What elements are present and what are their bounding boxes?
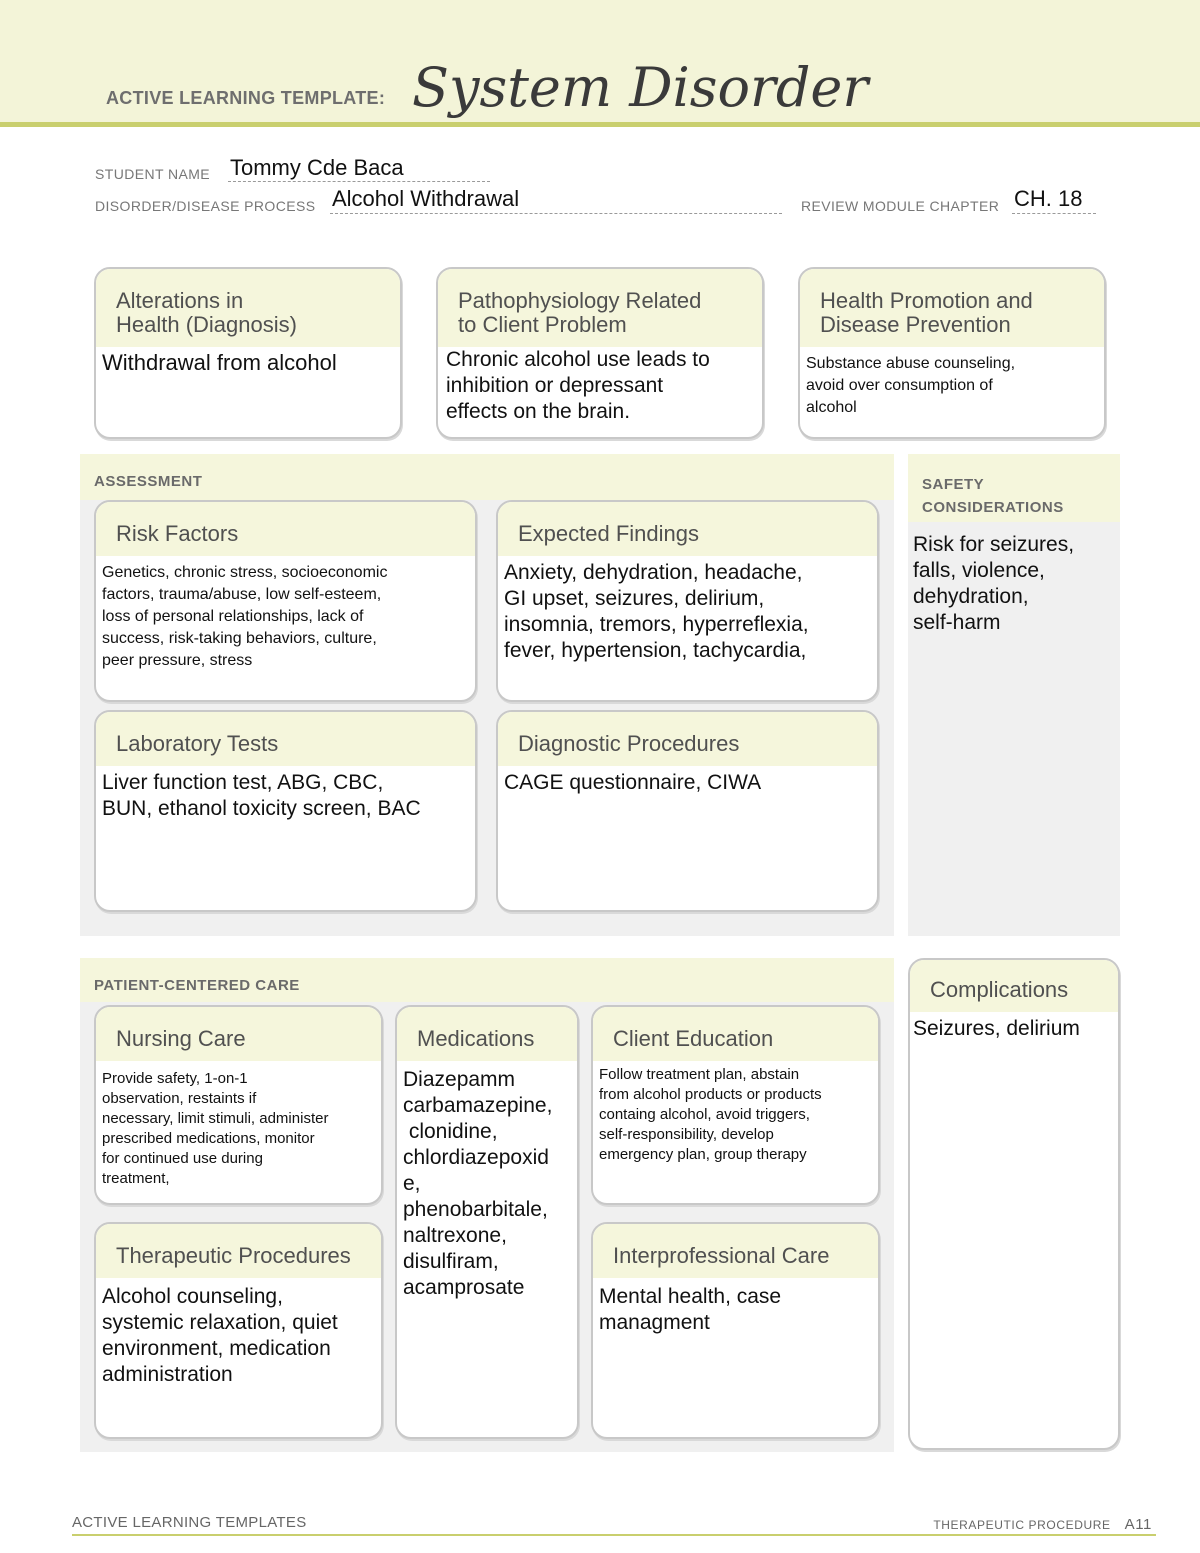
disorder-label: DISORDER/DISEASE PROCESS — [95, 198, 316, 214]
diagnostic-procedures-box — [496, 710, 879, 912]
template-label: ACTIVE LEARNING TEMPLATE: — [106, 88, 386, 108]
text-line: alcohol — [806, 399, 857, 416]
text-line: Provide safety, 1-on-1 — [102, 1070, 248, 1087]
text-line: from alcohol products or products — [599, 1086, 822, 1103]
safety-label-line: SAFETY — [922, 476, 985, 493]
student-name-line — [228, 181, 490, 182]
page-title: System Disorder — [412, 56, 869, 119]
complications-heading: Complications — [910, 960, 1118, 1012]
health-promotion-heading-line: Disease Prevention — [820, 312, 1011, 337]
expected-findings-heading: Expected Findings — [498, 502, 877, 556]
text-line: systemic relaxation, quiet — [102, 1311, 338, 1334]
safety-text — [913, 532, 1074, 636]
text-line: GI upset, seizures, delirium, — [504, 587, 765, 610]
text-line: success, risk-taking behaviors, culture, — [102, 630, 377, 647]
text-line: peer pressure, stress — [102, 652, 253, 669]
complications-text — [910, 1012, 1118, 1046]
text-line: prescribed medications, monitor — [102, 1130, 315, 1147]
footer-rule — [72, 1534, 1156, 1536]
diagnostic-procedures-text — [498, 766, 877, 800]
text-line: Follow treatment plan, abstain — [599, 1066, 800, 1083]
text-line: naltrexone, — [403, 1224, 507, 1247]
health-promotion-box — [798, 267, 1106, 439]
text-line: dehydration, — [913, 585, 1029, 608]
text-line: managment — [599, 1311, 710, 1334]
alterations-heading-line: Alterations in — [116, 288, 244, 313]
chapter-label: REVIEW MODULE CHAPTER — [801, 198, 1000, 214]
footer-section-label: THERAPEUTIC PROCEDURE — [933, 1518, 1111, 1532]
complications-box — [908, 958, 1120, 1450]
text-line: Risk for seizures, — [913, 533, 1075, 556]
text-line: loss of personal relationships, lack of — [102, 608, 364, 625]
text-line: Chronic alcohol use leads to — [446, 348, 710, 371]
health-promotion-heading-line: Health Promotion and — [820, 288, 1033, 313]
chapter-field[interactable]: CH. 18 — [1014, 186, 1083, 211]
text-line: environment, medication — [102, 1337, 331, 1360]
interprofessional-care-box — [591, 1222, 880, 1439]
text-line: disulfiram, — [403, 1250, 499, 1273]
health-promotion-text — [800, 347, 1104, 423]
safety-label — [922, 473, 1064, 519]
disorder-field[interactable]: Alcohol Withdrawal — [332, 186, 520, 211]
client-education-heading: Client Education — [593, 1007, 878, 1061]
interprofessional-care-heading: Interprofessional Care — [593, 1224, 878, 1278]
text-line: CAGE questionnaire, CIWA — [504, 771, 762, 794]
text-line: fever, hypertension, tachycardia, — [504, 639, 807, 662]
nursing-care-text — [96, 1061, 381, 1193]
pathophysiology-text — [438, 347, 762, 429]
interprofessional-care-text — [593, 1278, 878, 1340]
client-education-box — [591, 1005, 880, 1205]
laboratory-tests-heading: Laboratory Tests — [96, 712, 475, 766]
pathophysiology-heading — [438, 269, 762, 347]
laboratory-tests-box — [94, 710, 477, 912]
student-name-field[interactable]: Tommy Cde Baca — [230, 155, 404, 180]
text-line: clonidine, — [403, 1120, 498, 1143]
safety-label-line: CONSIDERATIONS — [922, 499, 1064, 516]
text-line: phenobarbitale, — [403, 1198, 548, 1221]
text-line: Genetics, chronic stress, socioeconomic — [102, 564, 388, 581]
patient-care-label: PATIENT-CENTERED CARE — [94, 977, 300, 994]
alterations-heading — [96, 269, 400, 347]
text-line: chlordiazepoxid — [403, 1146, 549, 1169]
text-line: e, — [403, 1172, 421, 1195]
medications-box — [395, 1005, 579, 1439]
alterations-text — [96, 347, 400, 380]
text-line: necessary, limit stimuli, administer — [102, 1110, 329, 1127]
text-line: effects on the brain. — [446, 400, 631, 423]
footer-page-number: A11 — [1124, 1516, 1152, 1533]
text-line: Liver function test, ABG, CBC, — [102, 771, 384, 794]
student-name-label: STUDENT NAME — [95, 166, 210, 182]
footer-right — [933, 1516, 1152, 1533]
expected-findings-text — [498, 556, 877, 668]
therapeutic-procedures-box — [94, 1222, 383, 1439]
text-line: Mental health, case — [599, 1285, 782, 1308]
expected-findings-box — [496, 500, 879, 702]
text-line: containg alcohol, avoid triggers, — [599, 1106, 810, 1123]
laboratory-tests-text — [96, 766, 475, 826]
text-line: emergency plan, group therapy — [599, 1146, 807, 1163]
text-line: inhibition or depressant — [446, 374, 664, 397]
text-line: Alcohol counseling, — [102, 1285, 283, 1308]
footer-left: ACTIVE LEARNING TEMPLATES — [72, 1514, 307, 1531]
nursing-care-box — [94, 1005, 383, 1205]
therapeutic-procedures-heading: Therapeutic Procedures — [96, 1224, 381, 1278]
alterations-box — [94, 267, 402, 439]
text-line: Seizures, delirium — [913, 1017, 1080, 1040]
text-line: treatment, — [102, 1170, 170, 1187]
therapeutic-procedures-text — [96, 1278, 381, 1392]
text-line: acamprosate — [403, 1276, 525, 1299]
text-line: carbamazepine, — [403, 1094, 553, 1117]
text-line: falls, violence, — [913, 559, 1045, 582]
nursing-care-heading: Nursing Care — [96, 1007, 381, 1061]
text-line: observation, restaints if — [102, 1090, 257, 1107]
risk-factors-box — [94, 500, 477, 702]
risk-factors-heading: Risk Factors — [96, 502, 475, 556]
text-line: factors, trauma/abuse, low self-esteem, — [102, 586, 382, 603]
text-line: Anxiety, dehydration, headache, — [504, 561, 803, 584]
health-promotion-heading — [800, 269, 1104, 347]
text-line: self-responsibility, develop — [599, 1126, 774, 1143]
text-line: avoid over consumption of — [806, 377, 993, 394]
text-line: Withdrawal from alcohol — [102, 350, 337, 375]
assessment-label: ASSESSMENT — [94, 473, 203, 490]
chapter-line — [1012, 213, 1096, 214]
text-line: administration — [102, 1363, 233, 1386]
text-line: Diazepamm — [403, 1068, 516, 1091]
disorder-line — [330, 213, 782, 214]
pathophysiology-heading-line: to Client Problem — [458, 312, 627, 337]
diagnostic-procedures-heading: Diagnostic Procedures — [498, 712, 877, 766]
risk-factors-text — [96, 556, 475, 676]
medications-heading: Medications — [397, 1007, 577, 1061]
text-line: for continued use during — [102, 1150, 263, 1167]
header-rule — [0, 122, 1200, 127]
text-line: BUN, ethanol toxicity screen, BAC — [102, 797, 421, 820]
medications-text — [397, 1061, 577, 1305]
text-line: Substance abuse counseling, — [806, 355, 1016, 372]
text-line: insomnia, tremors, hyperreflexia, — [504, 613, 809, 636]
pathophysiology-box — [436, 267, 764, 439]
safety-panel — [908, 454, 1120, 936]
text-line: self-harm — [913, 611, 1001, 634]
alterations-heading-line: Health (Diagnosis) — [116, 312, 297, 337]
pathophysiology-heading-line: Pathophysiology Related — [458, 288, 702, 313]
client-education-text — [593, 1061, 878, 1169]
